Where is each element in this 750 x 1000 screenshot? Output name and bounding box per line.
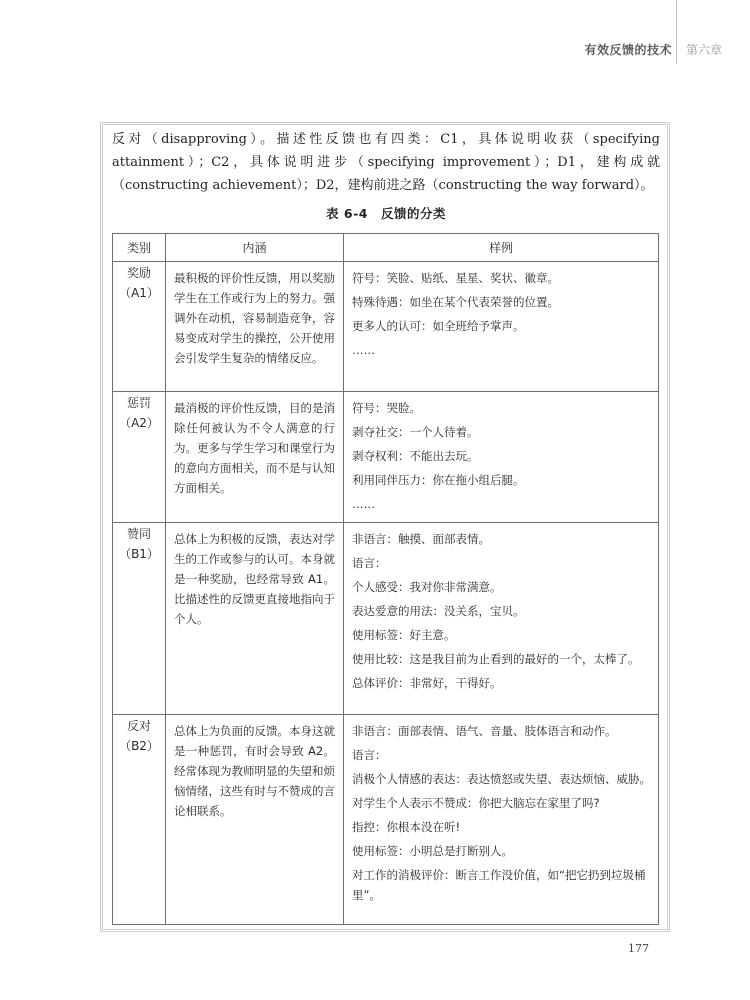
table-caption: 表 6-4 反馈的分类 [326, 206, 446, 221]
category-code: （B1） [119, 547, 159, 561]
table-row [113, 262, 659, 392]
example-line: …… [352, 343, 375, 357]
example-line: 利用同伴压力：你在拖小组后腿。 [352, 473, 525, 487]
example-line: 表达爱意的用法：没关系，宝贝。 [352, 604, 525, 618]
example-line: 使用标签：好主意。 [352, 628, 456, 642]
header-category: 类别 [113, 234, 166, 262]
example-line: 对学生个人表示不赞成：你把大脑忘在家里了吗? [352, 796, 600, 810]
category-code: （A2） [119, 416, 159, 430]
category-cell [113, 523, 166, 715]
example-line: 语言： [352, 556, 387, 570]
table-row [113, 392, 659, 523]
example-line: 消极个人情感的表达：表达愤怒或失望、表达烦恼、威胁。 [352, 772, 651, 786]
table-header-row [113, 234, 659, 262]
example-line: 符号：哭脸。 [352, 401, 421, 415]
example-line: 更多人的认可：如全班给予掌声。 [352, 319, 525, 333]
definition-cell: 总体上为负面的反馈。本身这就是一种惩罚，有时会导致 A2。经常体现为教师明显的失望和烦恼情绪，这些有时与不赞成的言论相联系。 [166, 715, 344, 925]
header-examples: 样例 [344, 234, 659, 262]
header-divider [676, 0, 677, 64]
header-title: 有效反馈的技术 [584, 43, 672, 57]
definition-cell: 最消极的评价性反馈，目的是消除任何被认为不令人满意的行为。更多与学生学习和课堂行为的意向方面相关，而不是与认知方面相关。 [166, 392, 344, 523]
category-name: 反对 [126, 719, 151, 733]
examples-cell [344, 262, 659, 392]
example-line: 个人感受：我对你非常满意。 [352, 580, 502, 594]
category-name: 赞同 [126, 527, 151, 541]
category-cell [113, 715, 166, 925]
definition-cell: 总体上为积极的反馈，表达对学生的工作或参与的认可。本身就是一种奖励，也经常导致 A1。比描述性的反馈更直接地指向于个人。 [166, 523, 344, 715]
category-code: （A1） [119, 286, 159, 300]
example-line: 语言： [352, 748, 387, 762]
category-cell [113, 262, 166, 392]
feedback-classification-table [112, 233, 659, 925]
table-row [113, 523, 659, 715]
example-line: 符号：笑脸、贴纸、星星、奖状、徽章。 [352, 271, 559, 285]
examples-cell [344, 715, 659, 925]
examples-cell [344, 392, 659, 523]
example-line: 对工作的消极评价：断言工作没价值，如“把它扔到垃圾桶里”。 [352, 868, 646, 902]
example-line: 总体评价：非常好，干得好。 [352, 676, 502, 690]
intro-paragraph: 反对（disapproving）。描述性反馈也有四类：C1，具体说明收获（specifying attainment）；C2，具体说明进步（specifying improvement）；D1，建构成就（constructing achievement）；D2，建构前进之路（constructing the way forward）。 [112, 132, 660, 193]
running-header [0, 0, 750, 64]
example-line: …… [352, 497, 375, 511]
example-line: 剥夺社交：一个人待着。 [352, 425, 479, 439]
example-line: 使用比较：这是我目前为止看到的最好的一个，太棒了。 [352, 652, 640, 666]
example-line: 特殊待遇：如坐在某个代表荣誉的位置。 [352, 295, 559, 309]
example-line: 指控：你根本没在听! [352, 820, 461, 834]
category-name: 惩罚 [126, 396, 151, 410]
table-row [113, 715, 659, 925]
header-definition: 内涵 [166, 234, 344, 262]
examples-cell [344, 523, 659, 715]
page-number: 177 [628, 942, 649, 955]
header-chapter: 第六章 [685, 43, 722, 57]
example-line: 剥夺权利：不能出去玩。 [352, 449, 479, 463]
example-line: 非语言：触摸、面部表情。 [352, 532, 490, 546]
example-line: 使用标签：小明总是打断别人。 [352, 844, 513, 858]
category-cell [113, 392, 166, 523]
definition-cell: 最积极的评价性反馈，用以奖励学生在工作或行为上的努力。强调外在动机，容易制造竞争，容易变成对学生的操控，公开使用会引发学生复杂的情绪反应。 [166, 262, 344, 392]
category-code: （B2） [119, 739, 159, 753]
category-name: 奖励 [126, 266, 151, 280]
example-line: 非语言：面部表情、语气、音量、肢体语言和动作。 [352, 724, 617, 738]
